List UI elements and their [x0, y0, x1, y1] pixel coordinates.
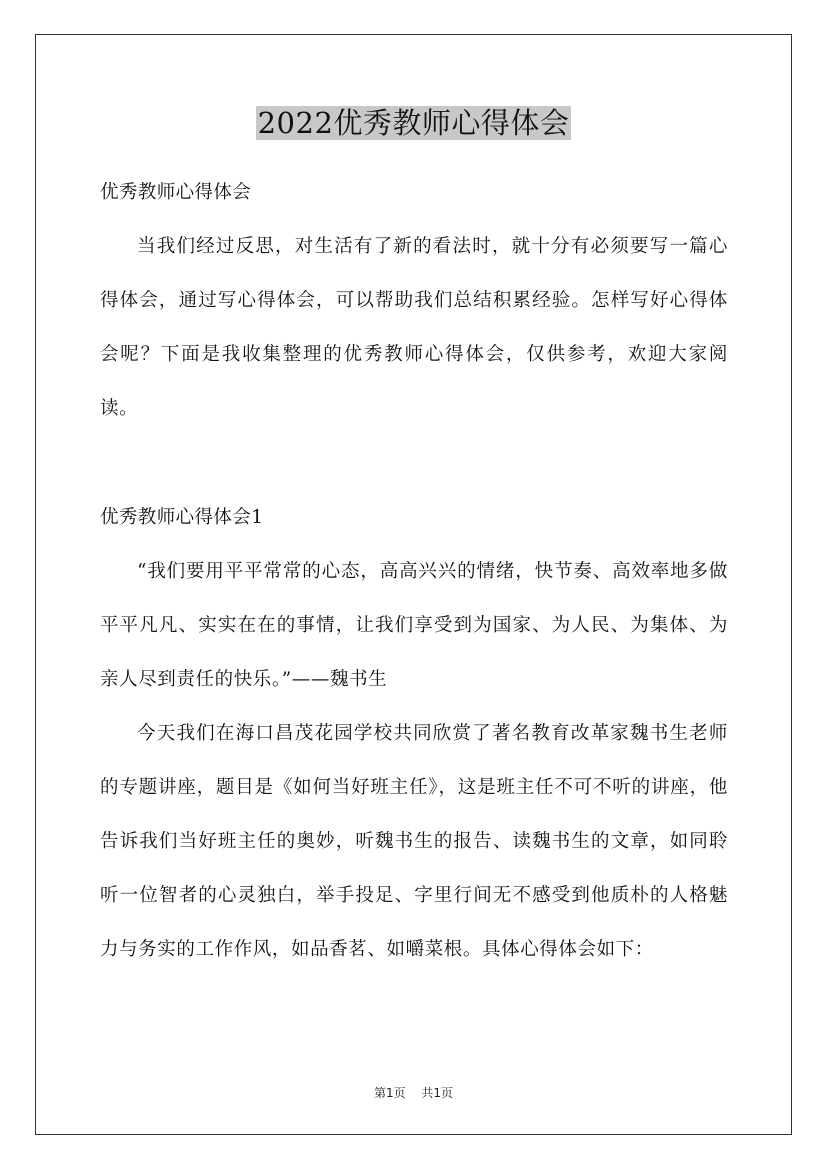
page-footer — [0, 1084, 827, 1101]
section-1 — [100, 491, 728, 977]
intro-heading: 优秀教师心得体会 — [100, 182, 252, 203]
section1-paragraph: 今天我们在海口昌茂花园学校共同欣赏了著名教育改革家魏书生老师的专题讲座，题目是《如何当好班主任》，这是班主任不可不听的讲座，他告诉我们当好班主任的奥妙，听魏书生的报告、读魏书生的文章，如同聆听一位智者的心灵独白，举手投足、字里行间无不感受到他质朴的人格魅力与务实的工作作风，如品香茗、如嚼菜根。具体心得体会如下： — [100, 723, 728, 960]
intro-paragraph: 当我们经过反思，对生活有了新的看法时，就十分有必须要写一篇心得体会，通过写心得体会，可以帮助我们总结积累经验。怎样写好心得体会呢？下面是我收集整理的优秀教师心得体会，仅供参考，欢迎大家阅读。 — [100, 236, 728, 419]
document-body — [100, 166, 728, 436]
page-number-total: 共1页 — [421, 1086, 454, 1100]
page-number-current: 第1页 — [373, 1086, 406, 1100]
section1-quote: “我们要用平平常常的心态，高高兴兴的情绪，快节奏、高效率地多做平平凡凡、实实在在的事情，让我们享受到为国家、为人民、为集体、为亲人尽到责任的快乐。”——魏书生 — [100, 561, 728, 690]
document-title: 2022优秀教师心得体会 — [257, 106, 570, 140]
section1-heading: 优秀教师心得体会1 — [100, 507, 264, 528]
document-title-wrapper — [0, 103, 827, 143]
